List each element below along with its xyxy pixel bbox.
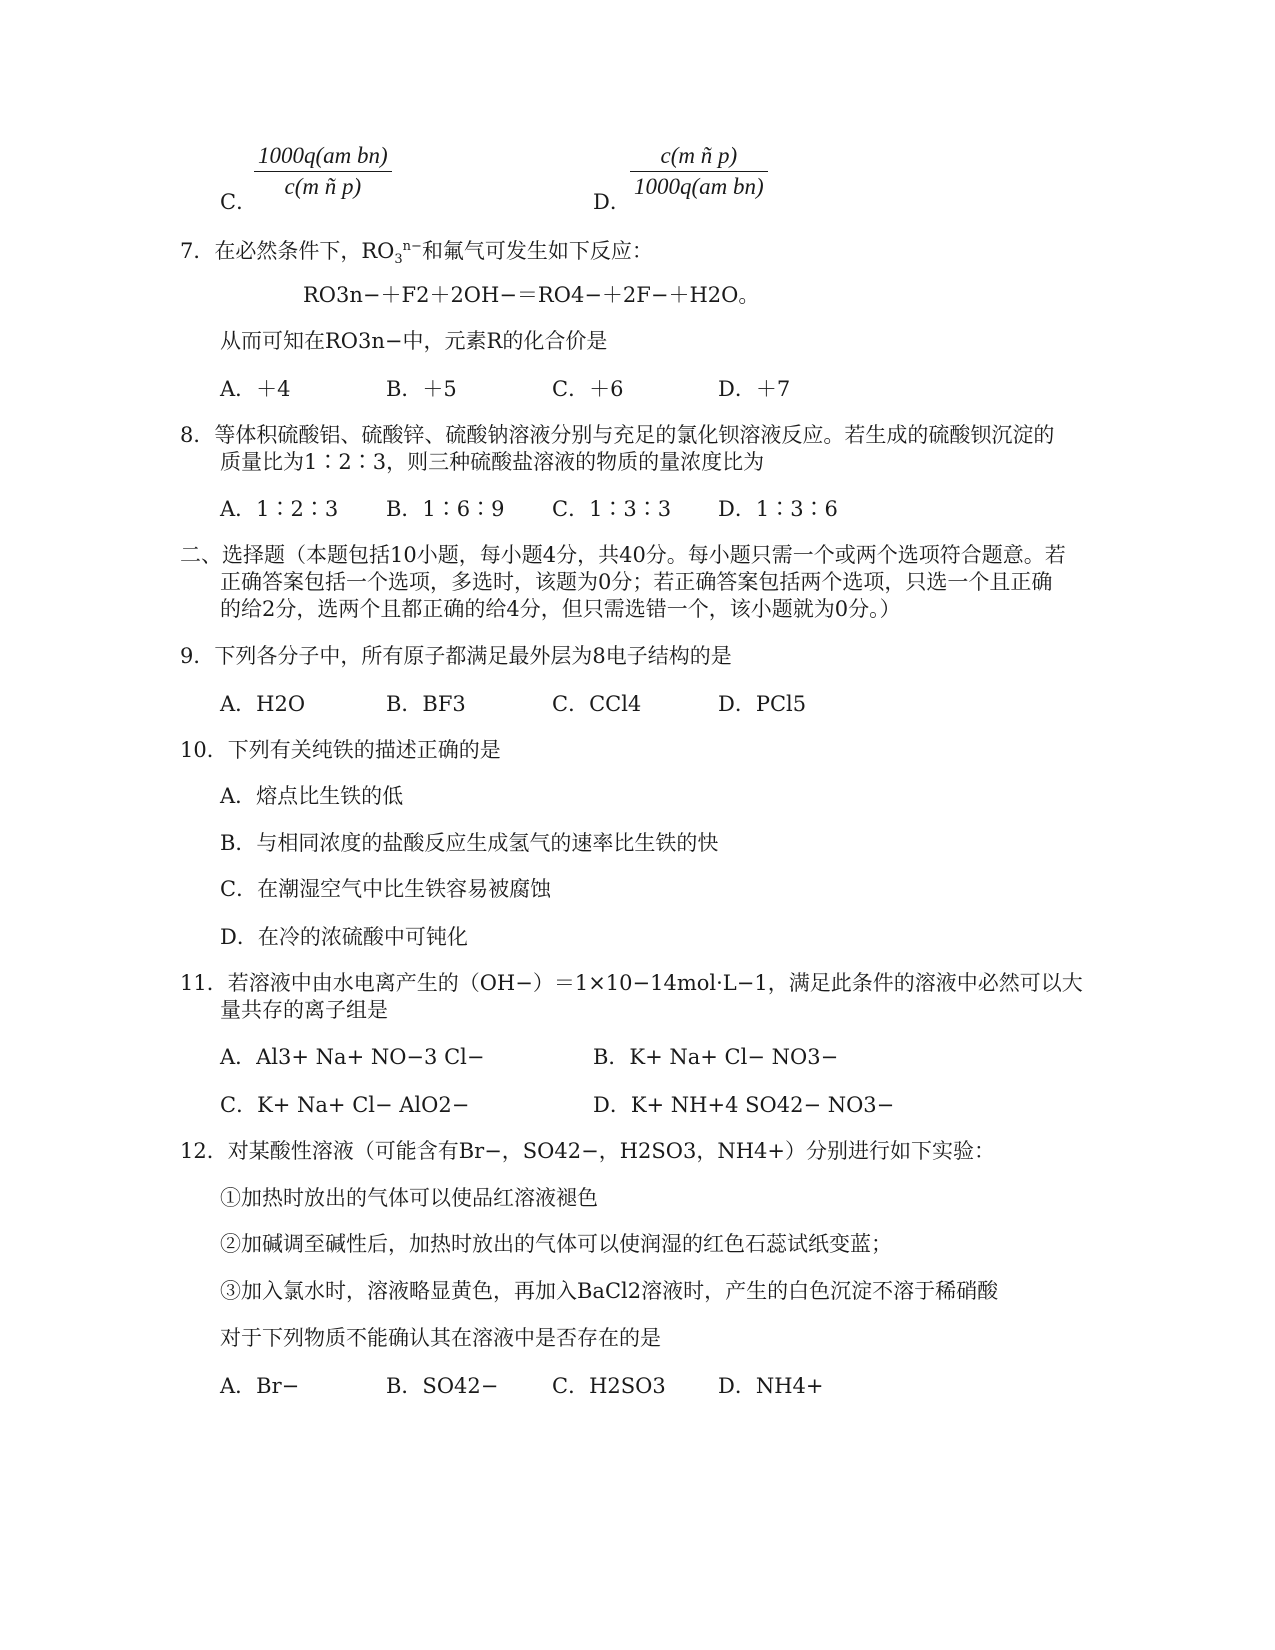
q6-c-numerator: 1000q(am bn) [258,143,388,168]
q12-question: 对于下列物质不能确认其在溶液中是否存在的是 [220,1326,661,1350]
q7-follow: 从而可知在RO3n−中，元素R的化合价是 [220,329,608,353]
q11-option-c: C．K+ Na+ Cl− AlO2− [220,1093,470,1117]
q9-option-b: B．BF3 [386,692,466,716]
q7-stem-mid: 和氟气可发生如下反应： [421,239,653,263]
q8-stem-line1: 8．等体积硫酸铝、硫酸锌、硫酸钠溶液分别与充足的氯化钡溶液反应。若生成的硫酸钡沉淀的 [180,423,1055,447]
q7-equation: RO3n−＋F2＋2OH−＝RO4−＋2F−＋H2O。 [303,283,760,307]
q8-option-b: B．1∶6∶9 [386,497,505,521]
q12-option-c: C．H2SO3 [552,1374,666,1398]
q8-option-d: D．1∶3∶6 [718,497,838,521]
q7-stem: 7．在必然条件下，$RO_3^{n-}$和氟气可发生如下反应： [180,239,653,268]
q12-stem: 12．对某酸性溶液（可能含有Br−，SO42−，H2SO3，NH4+）分别进行如下实验： [180,1139,995,1163]
q12-step-1: ①加热时放出的气体可以使品红溶液褪色 [220,1186,598,1210]
q10-option-b: B．与相同浓度的盐酸反应生成氢气的速率比生铁的快 [220,831,719,855]
q12-step-3: ③加入氯水时，溶液略显黄色，再加入BaCl2溶液时，产生的白色沉淀不溶于稀硝酸 [220,1279,999,1303]
q9-option-c: C．CCl4 [552,692,642,716]
q6-option-c-fraction [254,143,392,200]
q6-d-numerator: c(m ñ p) [660,143,738,168]
q9-option-d: D．PCl5 [718,692,807,716]
q11-stem-line1: 11．若溶液中由水电离产生的（OH−）＝1×10−14mol·L−1，满足此条件的溶液中必然可以大 [180,971,1083,995]
section2-line1: 二、选择题（本题包括10小题，每小题4分，共40分。每小题只需一个或两个选项符合题意。若 [180,543,1066,567]
q10-option-d: D．在冷的浓硫酸中可钝化 [220,925,468,949]
q11-option-b: B．K+ Na+ Cl− NO3− [593,1045,839,1069]
q7-option-d: D．＋7 [718,377,791,401]
section2-line3: 的给2分，选两个且都正确的给4分，但只需选错一个，该小题就为0分。） [220,597,901,621]
q7-stem-pre: 7．在必然条件下，RO [180,239,395,263]
q10-option-a: A．熔点比生铁的低 [220,784,404,808]
section2-line2: 正确答案包括一个选项，多选时，该题为0分；若正确答案包括两个选项，只选一个且正确 [220,570,1053,594]
q11-option-d: D．K+ NH+4 SO42− NO3− [593,1093,895,1117]
q8-stem-line2: 质量比为1∶2∶3，则三种硫酸盐溶液的物质的量浓度比为 [220,450,765,474]
q8-option-a: A．1∶2∶3 [220,497,339,521]
q12-option-d: D．NH4+ [718,1374,824,1398]
q12-option-a: A．Br− [220,1374,300,1398]
q6-option-c-label: C． [220,190,258,214]
q12-option-b: B．SO42− [386,1374,499,1398]
q7-option-c: C．＋6 [552,377,624,401]
q11-stem-line2: 量共存的离子组是 [220,998,388,1022]
q9-stem: 9．下列各分子中，所有原子都满足最外层为8电子结构的是 [180,644,732,668]
q11-option-a: A．Al3+ Na+ NO−3 Cl− [220,1045,485,1069]
q8-option-c: C．1∶3∶3 [552,497,672,521]
q6-d-denominator: 1000q(am bn) [630,171,768,200]
q6-c-denominator: c(m ñ p) [254,171,392,200]
q10-stem: 10．下列有关纯铁的描述正确的是 [180,738,501,762]
q7-option-b: B．＋5 [386,377,457,401]
q6-option-d-label: D． [593,190,631,214]
q7-option-a: A．＋4 [220,377,291,401]
q10-option-c: C．在潮湿空气中比生铁容易被腐蚀 [220,877,552,901]
q12-step-2: ②加碱调至碱性后，加热时放出的气体可以使润湿的红色石蕊试纸变蓝； [220,1232,892,1256]
q9-option-a: A．H2O [220,692,306,716]
q6-option-d-fraction [630,143,768,200]
